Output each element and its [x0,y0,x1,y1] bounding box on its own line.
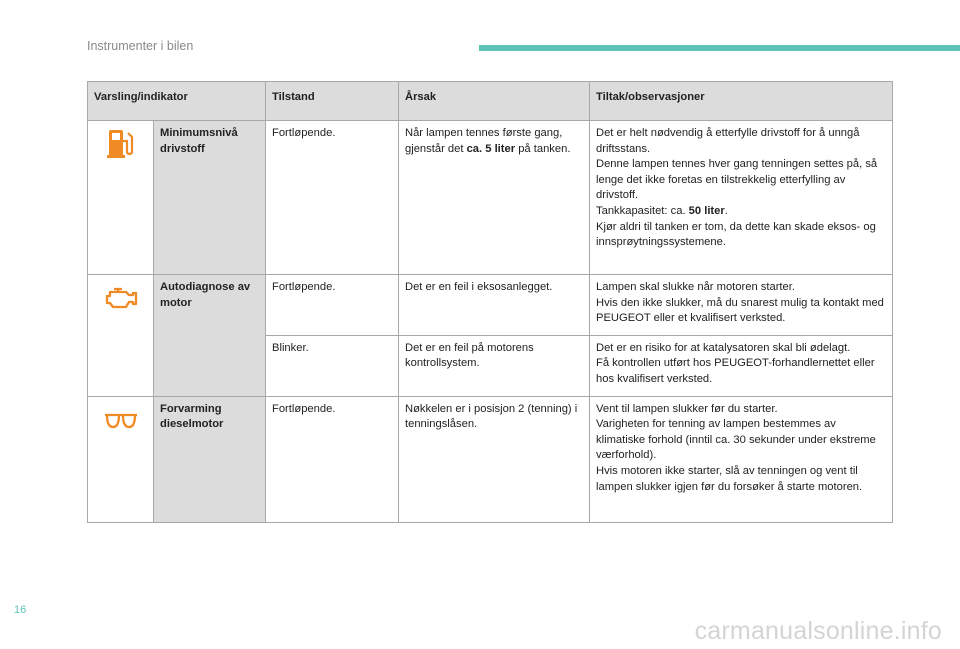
action-cell [590,396,893,522]
action-line: Lampen skal slukke når motoren starter. [596,281,795,293]
column-header-cause: Årsak [399,82,590,121]
action-line: Det er en risiko for at katalysatoren skal bli ødelagt. [596,341,851,354]
action-line: Varigheten for tenning av lampen bestemmes av klimatiske forhold (inntil ca. 30 sekunder under ekstreme værforhold). [596,418,876,462]
state-cell: Fortløpende. [266,275,399,336]
indicator-icon-cell [88,396,154,522]
fuel-pump-icon [106,127,136,161]
header-accent-bar [479,45,960,51]
action-line: Hvis den ikke slukker, må du snarest mulig ta kontakt med PEUGEOT eller et kvalifisert verksted. [596,296,884,325]
cause-cell [399,121,590,275]
watermark: carmanualsonline.info [694,617,942,645]
cause-cell: Det er en feil i eksosanlegget. [399,275,590,336]
state-cell: Fortløpende. [266,121,399,275]
table-header-row [88,82,893,121]
state-cell: Blinker. [266,335,399,396]
action-line: Vent til lampen slukker før du starter. [596,402,778,415]
indicator-label: Forvarming dieselmotor [154,396,266,522]
cause-text: Når lampen tennes første gang, gjenstår det [405,127,563,155]
action-line: Denne lampen tennes hver gang tenningen settes på, så lenge det ikke foretas en tilstrekkelig etterfylling av drivstoff. [596,158,878,202]
table-row [88,275,893,336]
engine-icon [104,285,138,311]
action-cell [590,335,893,396]
action-text-end: . [724,204,728,217]
cause-cell: Nøkkelen er i posisjon 2 (tenning) i tenningslåsen. [399,396,590,522]
action-line: Få kontrollen utført hos PEUGEOT-forhandlernettet eller hos kvalifisert verksted. [596,357,875,385]
page-number: 16 [14,604,27,616]
section-title: Instrumenter i bilen [87,39,194,53]
indicator-icon-cell [88,121,154,275]
action-line: Det er helt nødvendig å etterfylle drivstoff for å unngå driftsstans. [596,127,860,155]
column-header-state: Tilstand [266,82,399,121]
action-line [596,204,886,220]
indicator-label: Autodiagnose av motor [154,275,266,397]
column-header-indicator: Varsling/indikator [88,82,266,121]
action-line: Kjør aldri til tanken er tom, da dette kan skade eksos- og innsprøytningssystemene. [596,220,876,249]
action-emphasis: 50 liter [688,204,725,217]
glow-plug-icon [104,411,138,431]
table-row [88,121,893,275]
column-header-action: Tiltak/observasjoner [590,82,893,121]
action-text: Tankkapasitet: ca. [596,204,689,217]
action-line: Hvis motoren ikke starter, slå av tenningen og vent til lampen slukker igjen før du forsøker å starte motoren. [596,464,863,493]
indicator-label: Minimumsnivå drivstoff [154,121,266,275]
cause-text-end: på tanken. [515,142,571,155]
table-row [88,396,893,522]
indicator-icon-cell [88,275,154,397]
cause-cell: Det er en feil på motorens kontrollsystem. [399,335,590,396]
action-cell [590,121,893,275]
warning-lights-table [87,81,893,523]
cause-emphasis: ca. 5 liter [466,142,516,155]
state-cell: Fortløpende. [266,396,399,522]
action-cell [590,275,893,336]
